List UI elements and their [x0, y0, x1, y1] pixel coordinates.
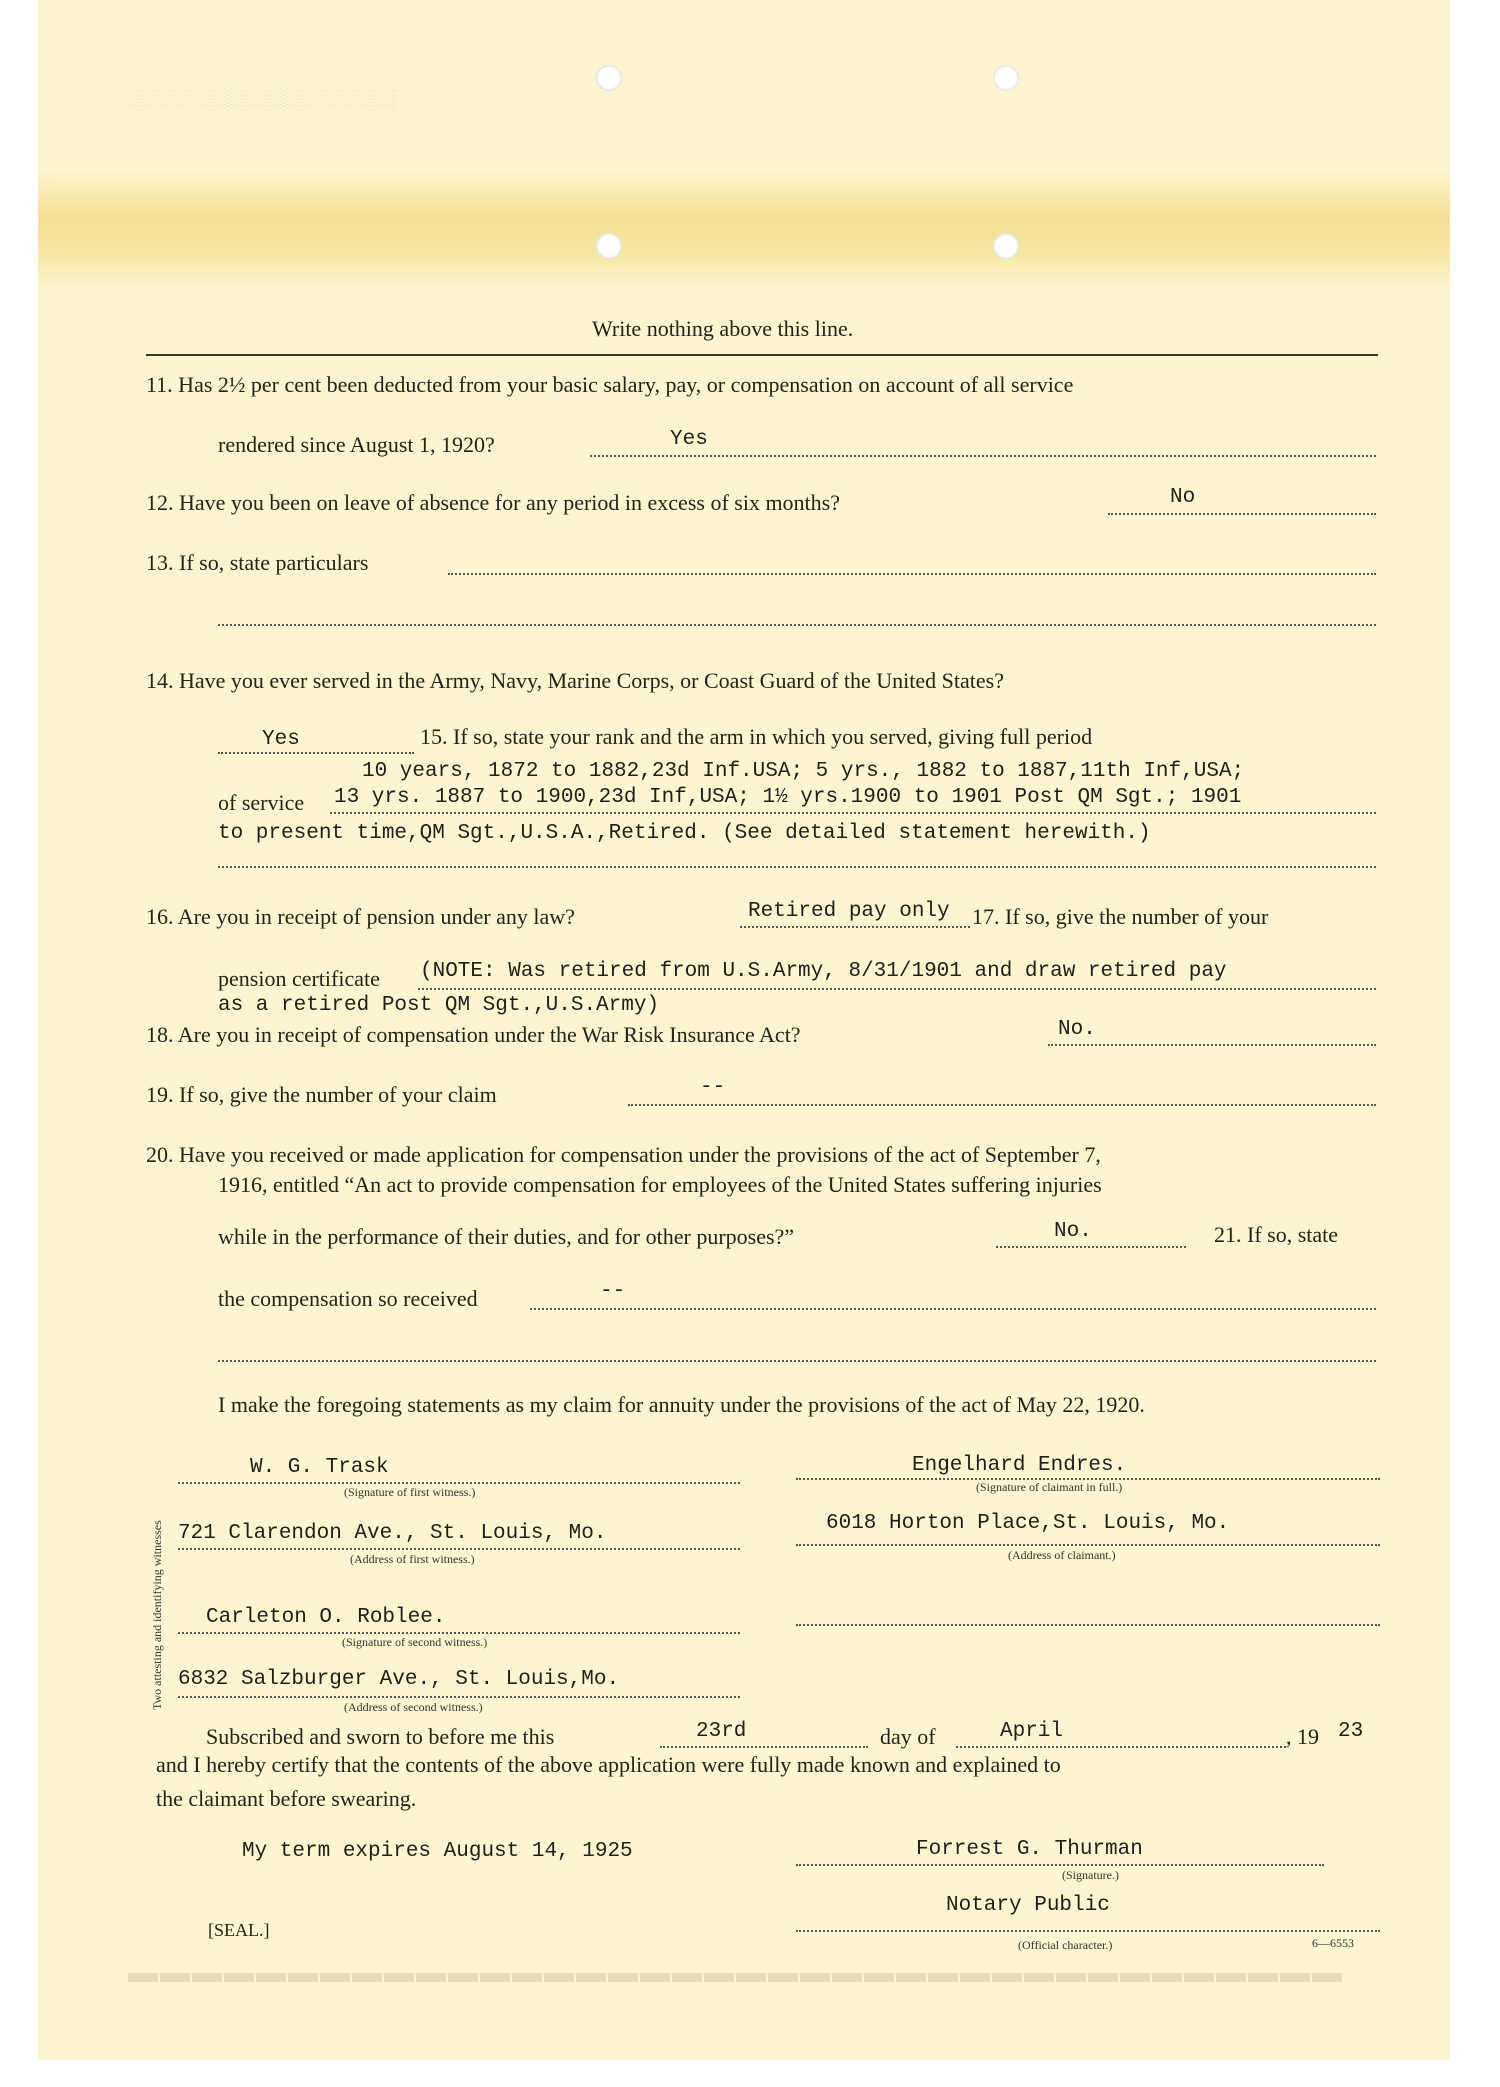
sworn-prefix: Subscribed and sworn to before me this [206, 1724, 555, 1749]
notary-character-caption: (Official character.) [1018, 1938, 1113, 1952]
q15-text: 15. If so, state your rank and the arm in which you served, giving full period [420, 724, 1093, 749]
sworn-month: April [1000, 1720, 1064, 1743]
q21-answer-line [530, 1308, 1376, 1310]
q20-text: 20. Have you received or made application for compensation under the provisions of the act of September 7, [146, 1142, 1101, 1167]
q19-answer-line [628, 1104, 1376, 1106]
notary-character-line [796, 1930, 1380, 1932]
q15-answer-line-3: to present time,QM Sgt.,U.S.A.,Retired. (See detailed statement herewith.) [218, 822, 1151, 845]
q18-answer: No. [1058, 1018, 1096, 1041]
seal-label: [SEAL.] [208, 1920, 270, 1940]
q15-text-2: of service [218, 790, 305, 815]
header-note: Write nothing above this line. [592, 316, 854, 341]
q13-answer-line-2 [218, 624, 1376, 626]
first-witness-signature: W. G. Trask [250, 1456, 389, 1479]
q14-text: 14. Have you ever served in the Army, Navy, Marine Corps, or Coast Guard of the United States? [146, 668, 1004, 693]
q12-answer-line [1108, 513, 1376, 515]
notary-signature-caption: (Signature.) [1062, 1868, 1119, 1882]
q11-text: 11. Has 2½ per cent been deducted from your basic salary, pay, or compensation on account of all service [146, 372, 1074, 397]
certify-line-2: the claimant before swearing. [156, 1786, 417, 1811]
claimant-extra-line [796, 1624, 1380, 1626]
declaration: I make the foregoing statements as my claim for annuity under the provisions of the act of May 22, 1920. [218, 1392, 1145, 1417]
water-stain [38, 170, 1450, 290]
q11-answer: Yes [670, 428, 708, 451]
claimant-address-line [796, 1544, 1380, 1546]
claimant-address-caption: (Address of claimant.) [1008, 1548, 1116, 1562]
notary-character: Notary Public [946, 1894, 1110, 1917]
q15-answer-line-1: 10 years, 1872 to 1882,23d Inf.USA; 5 yrs., 1882 to 1887,11th Inf,USA; [362, 760, 1245, 783]
q14-answer-line [218, 752, 414, 754]
q17-answer-line [418, 988, 1376, 990]
q21-text-2: the compensation so received [218, 1286, 478, 1311]
q20-answer-line [996, 1246, 1186, 1248]
first-witness-address-line [178, 1548, 740, 1550]
first-witness-address: 721 Clarendon Ave., St. Louis, Mo. [178, 1522, 607, 1545]
q15-answer-line [330, 812, 1376, 814]
sworn-year: 23 [1338, 1720, 1364, 1743]
q17-text: 17. If so, give the number of your [972, 904, 1269, 929]
q13-text: 13. If so, state particulars [146, 550, 369, 575]
certify-line-1: and I hereby certify that the contents of the above application were fully made known and explained to [156, 1752, 1061, 1777]
q15-answer-line-4 [218, 866, 1376, 868]
sworn-year-prefix: , 19 [1286, 1724, 1319, 1749]
q12-answer: No [1170, 486, 1196, 509]
q15-answer-line-2: 13 yrs. 1887 to 1900,23d Inf,USA; 1½ yrs.1900 to 1901 Post QM Sgt.; 1901 [334, 786, 1242, 809]
q18-text: 18. Are you in receipt of compensation under the War Risk Insurance Act? [146, 1022, 801, 1047]
q11-answer-line [590, 455, 1376, 457]
q20-text-3: while in the performance of their duties, and for other purposes?” [218, 1224, 795, 1249]
q21-answer-line-2 [218, 1360, 1376, 1362]
q21-answer: -- [600, 1280, 626, 1303]
claimant-signature-caption: (Signature of claimant in full.) [976, 1480, 1123, 1494]
punch-hole [596, 233, 622, 259]
punch-hole [993, 233, 1019, 259]
sworn-day-of: day of [880, 1724, 936, 1749]
q13-answer-line [448, 573, 1376, 575]
q18-answer-line [1048, 1044, 1376, 1046]
form-number: 6—6553 [1312, 1936, 1354, 1950]
q20-answer: No. [1054, 1220, 1092, 1243]
second-witness-signature-caption: (Signature of second witness.) [342, 1635, 488, 1649]
second-witness-signature-line [178, 1632, 740, 1634]
first-witness-signature-caption: (Signature of first witness.) [344, 1485, 476, 1499]
q17-answer-line-2: as a retired Post QM Sgt.,U.S.Army) [218, 994, 660, 1017]
q19-answer: -- [700, 1076, 726, 1099]
header-rule [146, 354, 1378, 356]
notary-signature: Forrest G. Thurman [916, 1838, 1143, 1861]
q14-answer: Yes [262, 728, 300, 751]
witnesses-side-label: Two attesting and identifying witnesses [150, 1520, 164, 1710]
q17-answer-line-1: (NOTE: Was retired from U.S.Army, 8/31/1901 and draw retired pay [420, 960, 1227, 983]
notary-signature-line [796, 1864, 1324, 1866]
q16-answer-line [740, 926, 970, 928]
second-witness-signature: Carleton O. Roblee. [206, 1606, 446, 1629]
notary-term: My term expires August 14, 1925 [242, 1840, 633, 1863]
sworn-day: 23rd [696, 1720, 747, 1743]
claimant-address: 6018 Horton Place,St. Louis, Mo. [826, 1512, 1230, 1535]
q19-text: 19. If so, give the number of your claim [146, 1082, 497, 1107]
q16-text: 16. Are you in receipt of pension under any law? [146, 904, 575, 929]
bleed-through-mark: ░░░░░░░░░░░░░░░░░░░ [128, 89, 398, 111]
sworn-day-line [660, 1746, 868, 1748]
q20-text-2: 1916, entitled “An act to provide compensation for employees of the United States suffering injuries [218, 1172, 1102, 1197]
q21-text: 21. If so, state [1214, 1222, 1339, 1247]
q17-text-2: pension certificate [218, 966, 380, 991]
q12-text: 12. Have you been on leave of absence for any period in excess of six months? [146, 490, 840, 515]
punch-hole [596, 65, 622, 91]
first-witness-signature-line [178, 1482, 740, 1484]
punch-hole [993, 65, 1019, 91]
first-witness-address-caption: (Address of first witness.) [350, 1552, 475, 1566]
q11-text-2: rendered since August 1, 1920? [218, 432, 495, 457]
claimant-signature: Engelhard Endres. [912, 1454, 1127, 1477]
q16-answer: Retired pay only [748, 900, 950, 923]
bleed-through-mark: ▬▬▬▬▬▬▬▬▬▬▬▬▬▬▬▬▬▬▬▬▬▬▬▬▬▬▬▬▬▬▬▬▬▬▬▬▬▬ [128, 1966, 1344, 1999]
second-witness-address: 6832 Salzburger Ave., St. Louis,Mo. [178, 1668, 620, 1691]
second-witness-address-caption: (Address of second witness.) [344, 1700, 483, 1714]
sworn-month-line [956, 1746, 1286, 1748]
second-witness-address-line [178, 1696, 740, 1698]
